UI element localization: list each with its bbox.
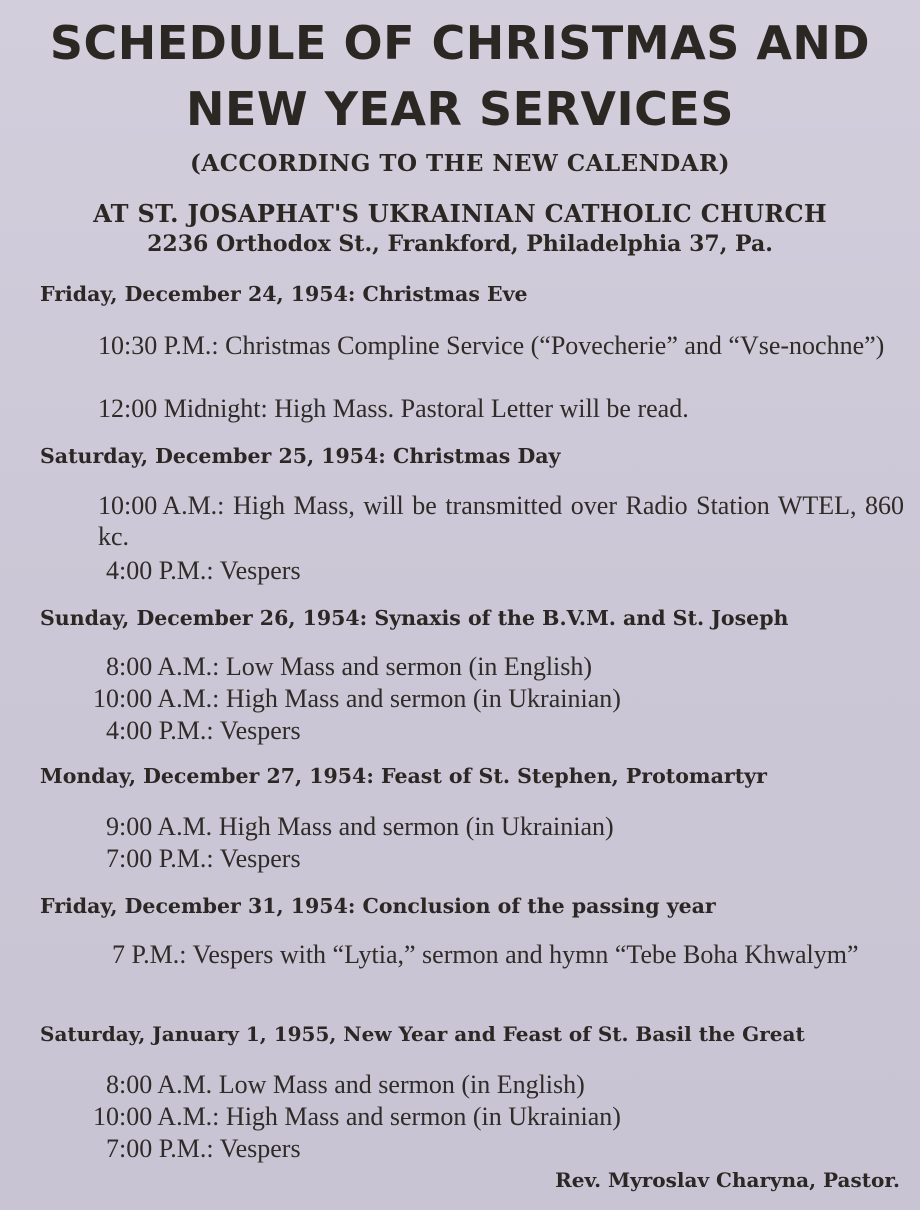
schedule-entry xyxy=(93,1101,899,1132)
schedule-entry xyxy=(98,393,904,424)
entry-text: Midnight: High Mass. Pastoral Letter will be read. xyxy=(163,394,689,423)
section-heading: Friday, December 24, 1954: Christmas Eve xyxy=(40,282,528,306)
entry-text: High Mass and sermon (in Ukrainian) xyxy=(225,1102,621,1131)
pastor-signature: Rev. Myroslav Charyna, Pastor. xyxy=(555,1168,900,1192)
schedule-entry xyxy=(98,490,904,552)
schedule-entry xyxy=(112,939,904,970)
schedule-entry xyxy=(106,1133,912,1164)
entry-time: 10:00 A.M.: xyxy=(98,491,225,520)
entry-text: Low Mass and sermon (in English) xyxy=(225,652,593,681)
entry-text: Vespers xyxy=(219,556,301,585)
entry-text: Vespers xyxy=(219,1134,301,1163)
entry-text: Christmas Compline Service (“Povecherie” and “Vse-nochne”) xyxy=(225,331,885,360)
entry-time: 8:00 A.M.: xyxy=(106,652,220,681)
entry-time: 9:00 A.M. xyxy=(106,812,213,841)
entry-time: 7:00 P.M.: xyxy=(106,1134,214,1163)
schedule-entry xyxy=(106,651,912,682)
schedule-entry xyxy=(106,1069,912,1100)
schedule-entry xyxy=(98,330,904,361)
entry-time: 10:00 A.M.: xyxy=(93,684,220,713)
church-address: 2236 Orthodox St., Frankford, Philadelphia 37, Pa. xyxy=(147,231,773,257)
entry-text: Vespers with “Lytia,” sermon and hymn “Tebe Boha Khwalym” xyxy=(192,940,859,969)
entry-time: 8:00 A.M. xyxy=(106,1070,213,1099)
entry-time: 7 P.M.: xyxy=(112,940,187,969)
schedule-entry xyxy=(106,843,912,874)
section-heading: Saturday, December 25, 1954: Christmas Day xyxy=(40,444,561,468)
entry-text: High Mass, will be transmitted over Radio Station WTEL, 860 kc. xyxy=(98,491,905,551)
section-heading: Saturday, January 1, 1955, New Year and Feast of St. Basil the Great xyxy=(40,1022,805,1046)
schedule-entry xyxy=(106,811,912,842)
subtitle: (ACCORDING TO THE NEW CALENDAR) xyxy=(190,150,730,177)
entry-text: Vespers xyxy=(219,716,301,745)
section-heading: Monday, December 27, 1954: Feast of St. Stephen, Protomartyr xyxy=(40,764,767,788)
schedule-entry xyxy=(93,683,899,714)
schedule-entry xyxy=(106,715,912,746)
section-heading: Friday, December 31, 1954: Conclusion of the passing year xyxy=(40,894,716,918)
entry-text: High Mass and sermon (in Ukrainian) xyxy=(225,684,621,713)
entry-time: 12:00 xyxy=(98,394,158,423)
entry-time: 10:30 P.M.: xyxy=(98,331,219,360)
entry-time: 10:00 A.M.: xyxy=(93,1102,220,1131)
title-line-1: SCHEDULE OF CHRISTMAS AND xyxy=(49,16,871,70)
entry-text: Low Mass and sermon (in English) xyxy=(218,1070,585,1099)
entry-time: 7:00 P.M.: xyxy=(106,844,214,873)
entry-time: 4:00 P.M.: xyxy=(106,716,214,745)
entry-text: Vespers xyxy=(219,844,301,873)
entry-time: 4:00 P.M.: xyxy=(106,556,214,585)
title-line-2: NEW YEAR SERVICES xyxy=(186,82,734,136)
schedule-entry xyxy=(106,555,912,586)
entry-text: High Mass and sermon (in Ukrainian) xyxy=(218,812,614,841)
section-heading: Sunday, December 26, 1954: Synaxis of the B.V.M. and St. Joseph xyxy=(40,606,789,630)
church-name: AT ST. JOSAPHAT'S UKRAINIAN CATHOLIC CHURCH xyxy=(93,199,827,228)
